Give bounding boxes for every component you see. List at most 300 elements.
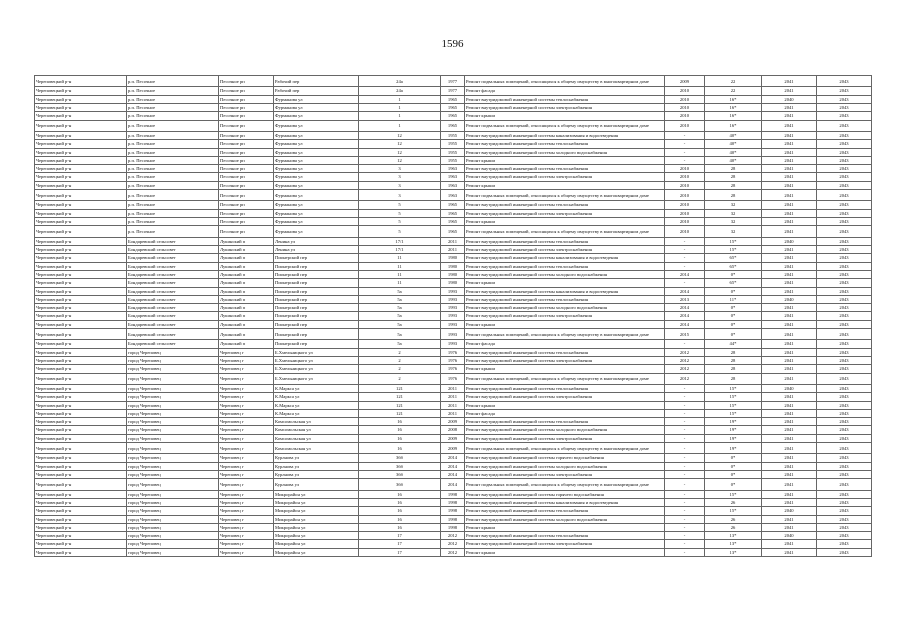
- plan-end-year-cell: 2043: [817, 140, 872, 148]
- district-cell: Череповецкий р-н: [35, 401, 127, 409]
- plan-end-year-cell: 2043: [817, 270, 872, 278]
- settlement-cell: Череповец г: [219, 356, 274, 364]
- year-built-cell: 1965: [441, 218, 465, 226]
- plan-end-year-cell: 2043: [817, 304, 872, 312]
- last-repair-year-cell: -: [665, 262, 705, 270]
- table-row: [35, 148, 872, 156]
- settlement-cell: Череповец г: [219, 418, 274, 426]
- work-type-cell: Ремонт подвальных помещений, относящихся к общему имуществу в многоквартирном доме: [465, 190, 665, 201]
- street-cell: Б.Хмельницкого ул: [274, 373, 359, 384]
- municipality-cell: Бондаревский сельсовет: [127, 279, 219, 287]
- municipality-cell: р.п. Песочное: [127, 95, 219, 103]
- last-repair-year-cell: 2014: [665, 304, 705, 312]
- wear-percent-cell: 32: [705, 226, 762, 237]
- work-type-cell: Ремонт крыши: [465, 218, 665, 226]
- work-type-cell: Ремонт внутридомовой инженерной системы электроснабжения: [465, 312, 665, 320]
- municipality-cell: Бондаревский сельсовет: [127, 254, 219, 262]
- settlement-cell: Песочное рп: [219, 112, 274, 120]
- settlement-cell: Песочное рп: [219, 95, 274, 103]
- wear-percent-cell: 19*: [705, 434, 762, 442]
- last-repair-year-cell: -: [665, 384, 705, 392]
- work-type-cell: Ремонт внутридомовой инженерной системы теплоснабжения: [465, 507, 665, 515]
- year-built-cell: 1993: [441, 328, 465, 339]
- last-repair-year-cell: 2010: [665, 190, 705, 201]
- house-number-cell: 5а: [359, 287, 441, 295]
- year-built-cell: 1965: [441, 112, 465, 120]
- street-cell: Микрорайон ул: [274, 515, 359, 523]
- year-built-cell: 2009: [441, 434, 465, 442]
- district-cell: Череповецкий р-н: [35, 304, 127, 312]
- page-number: 1596: [441, 38, 464, 50]
- last-repair-year-cell: -: [665, 426, 705, 434]
- district-cell: Череповецкий р-н: [35, 87, 127, 95]
- work-type-cell: Ремонт внутридомовой инженерной системы канализования и водоотведения: [465, 131, 665, 139]
- table-row: [35, 312, 872, 320]
- work-type-cell: Ремонт крыши: [465, 181, 665, 189]
- table-row: [35, 515, 872, 523]
- table-row: [35, 173, 872, 181]
- house-number-cell: 17: [359, 548, 441, 556]
- house-number-cell: 5а: [359, 304, 441, 312]
- district-cell: Череповецкий р-н: [35, 540, 127, 548]
- plan-end-year-cell: 2043: [817, 103, 872, 111]
- plan-start-year-cell: 2041: [762, 409, 817, 417]
- municipality-cell: город Череповец: [127, 523, 219, 531]
- house-number-cell: 11: [359, 279, 441, 287]
- municipality-cell: город Череповец: [127, 356, 219, 364]
- wear-percent-cell: 28: [705, 373, 762, 384]
- work-type-cell: Ремонт внутридомовой инженерной системы теплоснабжения: [465, 165, 665, 173]
- district-cell: Череповецкий р-н: [35, 532, 127, 540]
- house-number-cell: 12: [359, 140, 441, 148]
- district-cell: Череповецкий р-н: [35, 181, 127, 189]
- wear-percent-cell: 32: [705, 209, 762, 217]
- street-cell: К.Маркса ул: [274, 409, 359, 417]
- work-type-cell: Ремонт внутридомовой инженерной системы электроснабжения: [465, 434, 665, 442]
- table-row: [35, 295, 872, 303]
- last-repair-year-cell: 2012: [665, 373, 705, 384]
- last-repair-year-cell: -: [665, 254, 705, 262]
- street-cell: Рабочий пер: [274, 76, 359, 87]
- wear-percent-cell: 16*: [705, 112, 762, 120]
- work-type-cell: Ремонт внутридомовой инженерной системы теплоснабжения: [465, 295, 665, 303]
- plan-start-year-cell: 2041: [762, 540, 817, 548]
- table-row: [35, 454, 872, 462]
- wear-percent-cell: 28: [705, 356, 762, 364]
- last-repair-year-cell: 2010: [665, 103, 705, 111]
- municipality-cell: Бондаревский сельсовет: [127, 340, 219, 348]
- last-repair-year-cell: -: [665, 462, 705, 470]
- wear-percent-cell: 16*: [705, 120, 762, 131]
- house-number-cell: 16: [359, 443, 441, 454]
- year-built-cell: 1965: [441, 95, 465, 103]
- street-cell: К.Маркса ул: [274, 401, 359, 409]
- last-repair-year-cell: 2010: [665, 120, 705, 131]
- work-type-cell: Ремонт внутридомовой инженерной системы электроснабжения: [465, 173, 665, 181]
- district-cell: Череповецкий р-н: [35, 237, 127, 245]
- district-cell: Череповецкий р-н: [35, 270, 127, 278]
- last-repair-year-cell: -: [665, 443, 705, 454]
- plan-end-year-cell: 2043: [817, 295, 872, 303]
- house-number-cell: 16: [359, 426, 441, 434]
- settlement-cell: Лукинский п: [219, 262, 274, 270]
- plan-start-year-cell: 2041: [762, 320, 817, 328]
- wear-percent-cell: 44*: [705, 340, 762, 348]
- year-built-cell: 2011: [441, 393, 465, 401]
- table-row: [35, 165, 872, 173]
- house-number-cell: 36б: [359, 479, 441, 490]
- table-row: [35, 226, 872, 237]
- municipality-cell: р.п. Песочное: [127, 131, 219, 139]
- year-built-cell: 2014: [441, 454, 465, 462]
- plan-end-year-cell: 2043: [817, 320, 872, 328]
- work-type-cell: Ремонт внутридомовой инженерной системы канализования и водоотведения: [465, 499, 665, 507]
- street-cell: Микрорайон ул: [274, 540, 359, 548]
- last-repair-year-cell: 2014: [665, 312, 705, 320]
- last-repair-year-cell: -: [665, 148, 705, 156]
- municipality-cell: р.п. Песочное: [127, 103, 219, 111]
- wear-percent-cell: 22: [705, 76, 762, 87]
- house-number-cell: 5а: [359, 328, 441, 339]
- plan-end-year-cell: 2043: [817, 548, 872, 556]
- last-repair-year-cell: 2010: [665, 165, 705, 173]
- district-cell: Череповецкий р-н: [35, 499, 127, 507]
- district-cell: Череповецкий р-н: [35, 190, 127, 201]
- municipality-cell: город Череповец: [127, 471, 219, 479]
- plan-end-year-cell: 2043: [817, 434, 872, 442]
- house-number-cell: 121: [359, 409, 441, 417]
- last-repair-year-cell: 2010: [665, 218, 705, 226]
- municipality-cell: Бондаревский сельсовет: [127, 304, 219, 312]
- plan-start-year-cell: 2041: [762, 140, 817, 148]
- municipality-cell: город Череповец: [127, 490, 219, 498]
- municipality-cell: город Череповец: [127, 454, 219, 462]
- plan-end-year-cell: 2043: [817, 95, 872, 103]
- plan-end-year-cell: 2043: [817, 246, 872, 254]
- street-cell: Фурманова ул: [274, 156, 359, 164]
- year-built-cell: 1998: [441, 507, 465, 515]
- wear-percent-cell: 0*: [705, 312, 762, 320]
- district-cell: Череповецкий р-н: [35, 295, 127, 303]
- work-type-cell: Ремонт крыши: [465, 320, 665, 328]
- district-cell: Череповецкий р-н: [35, 76, 127, 87]
- street-cell: Курлнова ул: [274, 479, 359, 490]
- table-row: [35, 409, 872, 417]
- street-cell: Микрорайон ул: [274, 499, 359, 507]
- year-built-cell: 1993: [441, 295, 465, 303]
- wear-percent-cell: 13*: [705, 540, 762, 548]
- district-cell: Череповецкий р-н: [35, 471, 127, 479]
- wear-percent-cell: 0*: [705, 320, 762, 328]
- plan-start-year-cell: 2041: [762, 131, 817, 139]
- settlement-cell: Лукинский п: [219, 254, 274, 262]
- year-built-cell: 2014: [441, 462, 465, 470]
- settlement-cell: Череповец г: [219, 540, 274, 548]
- plan-end-year-cell: 2043: [817, 426, 872, 434]
- municipality-cell: город Череповец: [127, 462, 219, 470]
- municipality-cell: город Череповец: [127, 393, 219, 401]
- plan-start-year-cell: 2041: [762, 148, 817, 156]
- plan-start-year-cell: 2041: [762, 418, 817, 426]
- last-repair-year-cell: -: [665, 246, 705, 254]
- work-type-cell: Ремонт внутридомовой инженерной системы электроснабжения: [465, 393, 665, 401]
- wear-percent-cell: 19*: [705, 426, 762, 434]
- year-built-cell: 1980: [441, 262, 465, 270]
- work-type-cell: Ремонт внутридомовой инженерной системы теплоснабжения: [465, 140, 665, 148]
- year-built-cell: 1998: [441, 523, 465, 531]
- street-cell: Пионерский пер: [274, 262, 359, 270]
- plan-end-year-cell: 2043: [817, 499, 872, 507]
- house-number-cell: 1: [359, 103, 441, 111]
- district-cell: Череповецкий р-н: [35, 103, 127, 111]
- year-built-cell: 1980: [441, 270, 465, 278]
- wear-percent-cell: 0*: [705, 328, 762, 339]
- settlement-cell: Череповец г: [219, 462, 274, 470]
- work-type-cell: Ремонт внутридомовой инженерной системы теплоснабжения: [465, 532, 665, 540]
- work-type-cell: Ремонт подвальных помещений, относящихся к общему имуществу в многоквартирном доме: [465, 443, 665, 454]
- municipality-cell: город Череповец: [127, 426, 219, 434]
- year-built-cell: 1980: [441, 279, 465, 287]
- settlement-cell: Песочное рп: [219, 226, 274, 237]
- district-cell: Череповецкий р-н: [35, 120, 127, 131]
- wear-percent-cell: 28: [705, 173, 762, 181]
- municipality-cell: город Череповец: [127, 515, 219, 523]
- house-number-cell: 36б: [359, 454, 441, 462]
- house-number-cell: 121: [359, 401, 441, 409]
- table-row: [35, 190, 872, 201]
- year-built-cell: 1998: [441, 515, 465, 523]
- plan-end-year-cell: 2043: [817, 131, 872, 139]
- plan-end-year-cell: 2043: [817, 209, 872, 217]
- last-repair-year-cell: -: [665, 490, 705, 498]
- table-row: [35, 254, 872, 262]
- municipality-cell: р.п. Песочное: [127, 148, 219, 156]
- last-repair-year-cell: -: [665, 523, 705, 531]
- settlement-cell: Лукинский п: [219, 270, 274, 278]
- plan-end-year-cell: 2043: [817, 515, 872, 523]
- table-row: [35, 479, 872, 490]
- year-built-cell: 1955: [441, 131, 465, 139]
- street-cell: Фурманова ул: [274, 226, 359, 237]
- street-cell: Микрорайон ул: [274, 507, 359, 515]
- house-number-cell: 16: [359, 490, 441, 498]
- work-type-cell: Ремонт крыши: [465, 112, 665, 120]
- district-cell: Череповецкий р-н: [35, 434, 127, 442]
- house-number-cell: 12: [359, 131, 441, 139]
- settlement-cell: Лукинский п: [219, 246, 274, 254]
- plan-end-year-cell: 2043: [817, 401, 872, 409]
- street-cell: Фурманова ул: [274, 201, 359, 209]
- district-cell: Череповецкий р-н: [35, 173, 127, 181]
- wear-percent-cell: 11*: [705, 295, 762, 303]
- plan-end-year-cell: 2043: [817, 373, 872, 384]
- wear-percent-cell: 22: [705, 87, 762, 95]
- wear-percent-cell: 15*: [705, 401, 762, 409]
- last-repair-year-cell: -: [665, 401, 705, 409]
- work-type-cell: Ремонт внутридомовой инженерной системы канализования и водоотведения: [465, 254, 665, 262]
- plan-start-year-cell: 2041: [762, 426, 817, 434]
- house-number-cell: 1: [359, 112, 441, 120]
- settlement-cell: Лукинский п: [219, 237, 274, 245]
- municipality-cell: р.п. Песочное: [127, 226, 219, 237]
- plan-end-year-cell: 2043: [817, 340, 872, 348]
- district-cell: Череповецкий р-н: [35, 418, 127, 426]
- wear-percent-cell: 0*: [705, 462, 762, 470]
- work-type-cell: Ремонт подвальных помещений, относящихся к общему имуществу в многоквартирном доме: [465, 120, 665, 131]
- wear-percent-cell: 0*: [705, 270, 762, 278]
- wear-percent-cell: 0*: [705, 454, 762, 462]
- street-cell: К.Маркса ул: [274, 393, 359, 401]
- settlement-cell: Песочное рп: [219, 165, 274, 173]
- wear-percent-cell: 13*: [705, 532, 762, 540]
- work-type-cell: Ремонт внутридомовой инженерной системы холодного водоснабжения: [465, 270, 665, 278]
- last-repair-year-cell: 2010: [665, 201, 705, 209]
- table-row: [35, 365, 872, 373]
- house-number-cell: 17/1: [359, 237, 441, 245]
- plan-start-year-cell: 2041: [762, 340, 817, 348]
- plan-start-year-cell: 2041: [762, 304, 817, 312]
- district-cell: Череповецкий р-н: [35, 218, 127, 226]
- municipality-cell: город Череповец: [127, 540, 219, 548]
- year-built-cell: 1965: [441, 103, 465, 111]
- year-built-cell: 1998: [441, 490, 465, 498]
- house-number-cell: 36б: [359, 462, 441, 470]
- house-number-cell: 3: [359, 181, 441, 189]
- district-cell: Череповецкий р-н: [35, 320, 127, 328]
- municipality-cell: город Череповец: [127, 409, 219, 417]
- settlement-cell: Песочное рп: [219, 76, 274, 87]
- settlement-cell: Череповец г: [219, 515, 274, 523]
- house-number-cell: 16: [359, 499, 441, 507]
- plan-end-year-cell: 2043: [817, 218, 872, 226]
- year-built-cell: 2012: [441, 532, 465, 540]
- street-cell: Пионерский пер: [274, 328, 359, 339]
- year-built-cell: 1993: [441, 340, 465, 348]
- last-repair-year-cell: -: [665, 418, 705, 426]
- wear-percent-cell: 40*: [705, 156, 762, 164]
- street-cell: Курлнова ул: [274, 454, 359, 462]
- plan-start-year-cell: 2041: [762, 279, 817, 287]
- table-row: [35, 328, 872, 339]
- work-type-cell: Ремонт внутридомовой инженерной системы электроснабжения: [465, 356, 665, 364]
- plan-start-year-cell: 2040: [762, 507, 817, 515]
- settlement-cell: Лукинский п: [219, 304, 274, 312]
- settlement-cell: Песочное рп: [219, 140, 274, 148]
- year-built-cell: 1965: [441, 209, 465, 217]
- work-type-cell: Ремонт внутридомовой инженерной системы холодного водоснабжения: [465, 462, 665, 470]
- plan-end-year-cell: 2043: [817, 348, 872, 356]
- table-row: [35, 393, 872, 401]
- year-built-cell: 1977: [441, 76, 465, 87]
- year-built-cell: 2011: [441, 237, 465, 245]
- plan-start-year-cell: 2041: [762, 209, 817, 217]
- work-type-cell: Ремонт внутридомовой инженерной системы канализования и водоотведения: [465, 287, 665, 295]
- settlement-cell: Череповец г: [219, 479, 274, 490]
- year-built-cell: 1993: [441, 312, 465, 320]
- plan-end-year-cell: 2043: [817, 507, 872, 515]
- plan-end-year-cell: 2043: [817, 226, 872, 237]
- last-repair-year-cell: 2015: [665, 328, 705, 339]
- plan-start-year-cell: 2041: [762, 218, 817, 226]
- work-type-cell: Ремонт фасада: [465, 340, 665, 348]
- plan-start-year-cell: 2041: [762, 165, 817, 173]
- last-repair-year-cell: 2012: [665, 356, 705, 364]
- settlement-cell: Череповец г: [219, 373, 274, 384]
- street-cell: Фурманова ул: [274, 103, 359, 111]
- district-cell: Череповецкий р-н: [35, 348, 127, 356]
- settlement-cell: Песочное рп: [219, 218, 274, 226]
- house-number-cell: 24а: [359, 87, 441, 95]
- last-repair-year-cell: 2012: [665, 348, 705, 356]
- district-cell: Череповецкий р-н: [35, 148, 127, 156]
- street-cell: Комсомольская ул: [274, 443, 359, 454]
- last-repair-year-cell: 2014: [665, 320, 705, 328]
- table-row: [35, 507, 872, 515]
- district-cell: Череповецкий р-н: [35, 262, 127, 270]
- settlement-cell: Лукинский п: [219, 312, 274, 320]
- plan-start-year-cell: 2040: [762, 237, 817, 245]
- district-cell: Череповецкий р-н: [35, 373, 127, 384]
- district-cell: Череповецкий р-н: [35, 246, 127, 254]
- plan-start-year-cell: 2040: [762, 95, 817, 103]
- plan-start-year-cell: 2041: [762, 103, 817, 111]
- district-cell: Череповецкий р-н: [35, 95, 127, 103]
- repair-schedule-table: [34, 75, 872, 557]
- district-cell: Череповецкий р-н: [35, 254, 127, 262]
- house-number-cell: 1: [359, 120, 441, 131]
- last-repair-year-cell: -: [665, 237, 705, 245]
- wear-percent-cell: 15*: [705, 246, 762, 254]
- work-type-cell: Ремонт крыши: [465, 156, 665, 164]
- plan-end-year-cell: 2043: [817, 384, 872, 392]
- district-cell: Череповецкий р-н: [35, 384, 127, 392]
- year-built-cell: 1955: [441, 156, 465, 164]
- house-number-cell: 5а: [359, 312, 441, 320]
- district-cell: Череповецкий р-н: [35, 165, 127, 173]
- municipality-cell: город Череповец: [127, 507, 219, 515]
- settlement-cell: Песочное рп: [219, 87, 274, 95]
- table-row: [35, 373, 872, 384]
- plan-start-year-cell: 2041: [762, 201, 817, 209]
- plan-end-year-cell: 2043: [817, 112, 872, 120]
- table-row: [35, 287, 872, 295]
- street-cell: Пионерский пер: [274, 287, 359, 295]
- street-cell: Пионерский пер: [274, 340, 359, 348]
- plan-start-year-cell: 2041: [762, 76, 817, 87]
- work-type-cell: Ремонт подвальных помещений, относящихся к общему имуществу в многоквартирном доме: [465, 226, 665, 237]
- wear-percent-cell: 15*: [705, 237, 762, 245]
- year-built-cell: 1976: [441, 356, 465, 364]
- year-built-cell: 2011: [441, 409, 465, 417]
- district-cell: Череповецкий р-н: [35, 312, 127, 320]
- table-row: [35, 434, 872, 442]
- wear-percent-cell: 0*: [705, 304, 762, 312]
- district-cell: Череповецкий р-н: [35, 328, 127, 339]
- last-repair-year-cell: -: [665, 479, 705, 490]
- table-row: [35, 246, 872, 254]
- plan-start-year-cell: 2041: [762, 270, 817, 278]
- plan-start-year-cell: 2041: [762, 254, 817, 262]
- plan-end-year-cell: 2043: [817, 181, 872, 189]
- municipality-cell: город Череповец: [127, 434, 219, 442]
- plan-start-year-cell: 2041: [762, 312, 817, 320]
- plan-start-year-cell: 2041: [762, 443, 817, 454]
- house-number-cell: 24а: [359, 76, 441, 87]
- year-built-cell: 1955: [441, 148, 465, 156]
- house-number-cell: 121: [359, 393, 441, 401]
- wear-percent-cell: 65*: [705, 254, 762, 262]
- municipality-cell: Бондаревский сельсовет: [127, 237, 219, 245]
